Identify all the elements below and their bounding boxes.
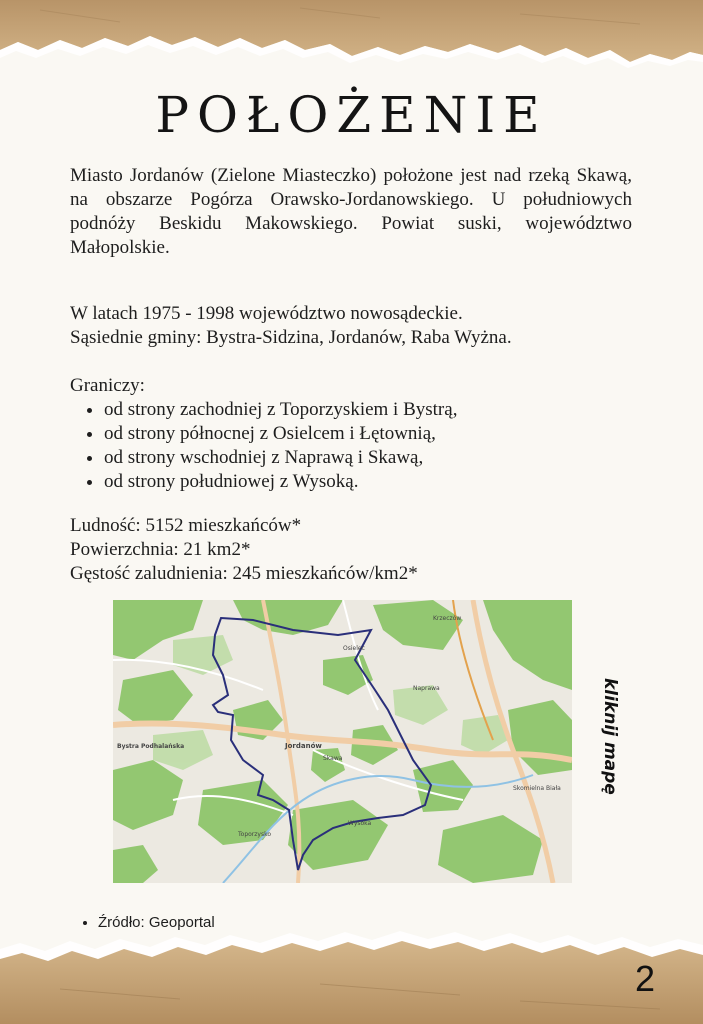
list-item: • od strony wschodniej z Naprawą i Skawą, xyxy=(104,446,640,470)
neighbors-line: Sąsiednie gminy: Bystra-Sidzina, Jordanów, Raba Wyżna. xyxy=(70,327,512,348)
list-item: • od strony północnej z Osielcem i Łętownią, xyxy=(104,422,640,446)
location-map[interactable] xyxy=(113,600,572,883)
click-map-label[interactable]: kliknij mapę xyxy=(600,678,620,795)
list-item: • od strony zachodniej z Toporzyskiem i Bystrą, xyxy=(104,398,640,422)
history-line: W latach 1975 - 1998 województwo nowosądeckie. xyxy=(70,303,463,324)
page-title: POŁOŻENIE xyxy=(155,86,548,144)
borders-list xyxy=(70,398,640,494)
torn-paper-bottom xyxy=(0,929,703,1024)
map-label-skomielna: Skomielna Biała xyxy=(513,785,561,792)
stats-section xyxy=(70,514,640,586)
map-label-bystra: Bystra Podhalańska xyxy=(117,743,185,750)
list-item: • od strony południowej z Wysoką. xyxy=(104,470,640,494)
area-stat: Powierzchnia: 21 km2* xyxy=(70,539,251,560)
map-label-naprawa: Naprawa xyxy=(413,685,440,692)
map-image xyxy=(113,600,572,883)
population-stat: Ludność: 5152 mieszkańców* xyxy=(70,515,302,536)
map-label-skawa: Skawa xyxy=(323,755,343,762)
admin-info xyxy=(70,302,640,350)
map-label-wysoka: Wysoka xyxy=(348,820,372,827)
map-label-town: Jordanów xyxy=(285,742,322,750)
map-label-toporzysko: Toporzysko xyxy=(238,831,272,838)
density-stat: Gęstość zaludnienia: 245 mieszkańców/km2* xyxy=(70,563,418,584)
borders-heading: Graniczy: xyxy=(70,375,145,396)
source-link[interactable]: Źródło: Geoportal xyxy=(98,914,215,931)
borders-section xyxy=(70,374,640,494)
torn-paper-top xyxy=(0,0,703,90)
page-number: 2 xyxy=(634,958,655,999)
map-label-osielec: Osielec xyxy=(343,645,365,652)
map-label-krzeczow: Krzeczów xyxy=(433,615,462,622)
intro-paragraph: Miasto Jordanów (Zielone Miasteczko) położone jest nad rzeką Skawą, na obszarze Pogórza Orawsko-Jordanowskiego. U południowych podnóży Beskidu Makowskiego. Powiat suski, województwo Małopolskie. xyxy=(70,165,632,258)
